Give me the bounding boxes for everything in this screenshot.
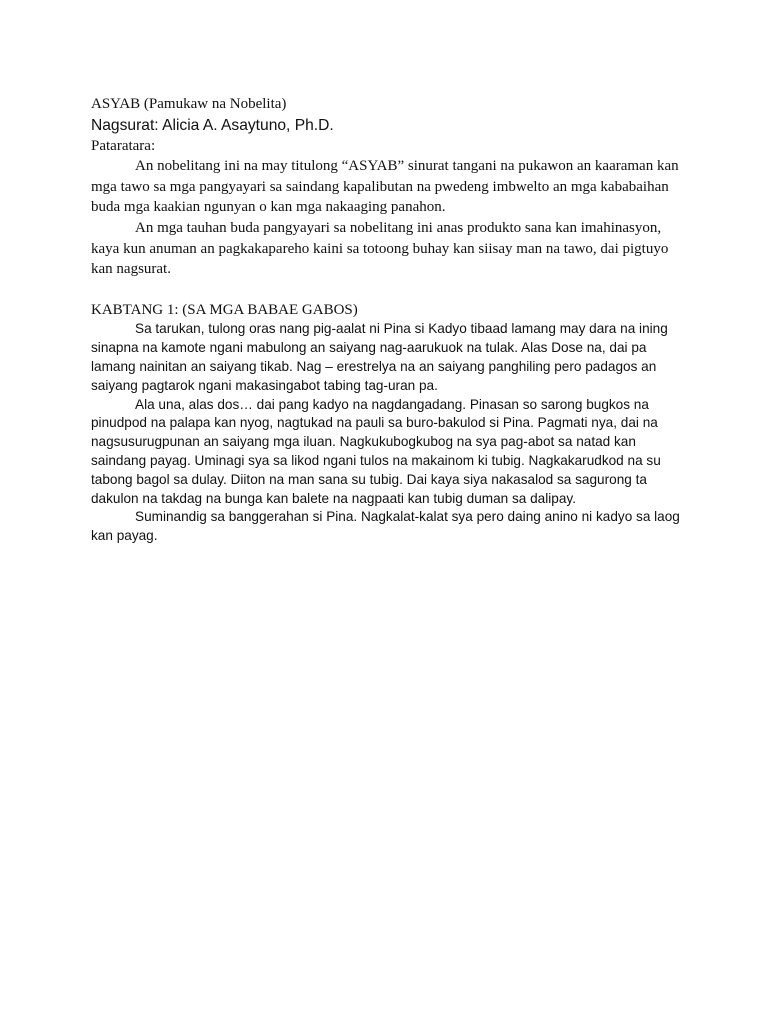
chapter-heading: KABTANG 1: (SA MGA BABAE GABOS) [91, 301, 358, 318]
preface-paragraph-1: An nobelitang ini na may titulong “ASYAB” sinurat tangani na pukawon an kaaraman kan mga tawo sa mga pangyayari sa saindang kapalibutan na pwedeng imbwelto an mga kababaihan buda mga kaakian ngunyan o kan mga nakaaging panahon. [91, 158, 679, 216]
preface-paragraph-2: An mga tauhan buda pangyayari sa nobelitang ini anas produkto sana kan imahinasyon, kaya kun anuman an pagkakapareho kaini sa totoong buhay kan siisay man na tawo, dai pigtuyo kan nagsurat. [91, 219, 669, 278]
chapter-paragraph-3: Suminandig sa banggerahan si Pina. Nagkalat-kalat sya pero daing anino ni kadyo sa laog kan payag. [91, 509, 680, 544]
document-title: ASYAB (Pamukaw na Nobelita) [91, 96, 287, 112]
document-page [91, 94, 681, 546]
chapter-paragraph-2: Ala una, alas dos… dai pang kadyo na nagdangadang. Pinasan so sarong bugkos na pinudpod na palapa kan nyog, nagtukad na pauli sa buro-bakulod si Pina. Pagmati nya, dai na nagsusurugpunan an saiyang mga iluan. Nagkukubogkubog na sya pag-abot sa natad kan saindang payag. Uminagi sya sa likod ngani tulos na makainom ki tubig. Nagkakarudkod na su tabong bagol sa dulay. Diiton na man sana su tubig. Dai kaya siya nakasalod sa sagurong ta dakulon na takdag na bunga kan balete na nagpaati kan tubig duman sa dalipay. [91, 396, 661, 506]
chapter-paragraph-1: Sa tarukan, tulong oras nang pig-aalat ni Pina si Kadyo tibaad lamang may dara na ining sinapna na kamote ngani mabulong an saiyang nag-aarukuok na tulak. Alas Dose na, dai pa lamang nainitan an saiyang tikab. Nag – erestrelya na an saiyang panghiling pero padagos an saiyang pagtarok ngani makasingabot tabing tag-uran pa. [91, 321, 668, 393]
document-author: Nagsurat: Alicia A. Asaytuno, Ph.D. [91, 116, 334, 134]
preface-label: Pataratara: [91, 137, 156, 154]
section-spacer [91, 280, 681, 300]
